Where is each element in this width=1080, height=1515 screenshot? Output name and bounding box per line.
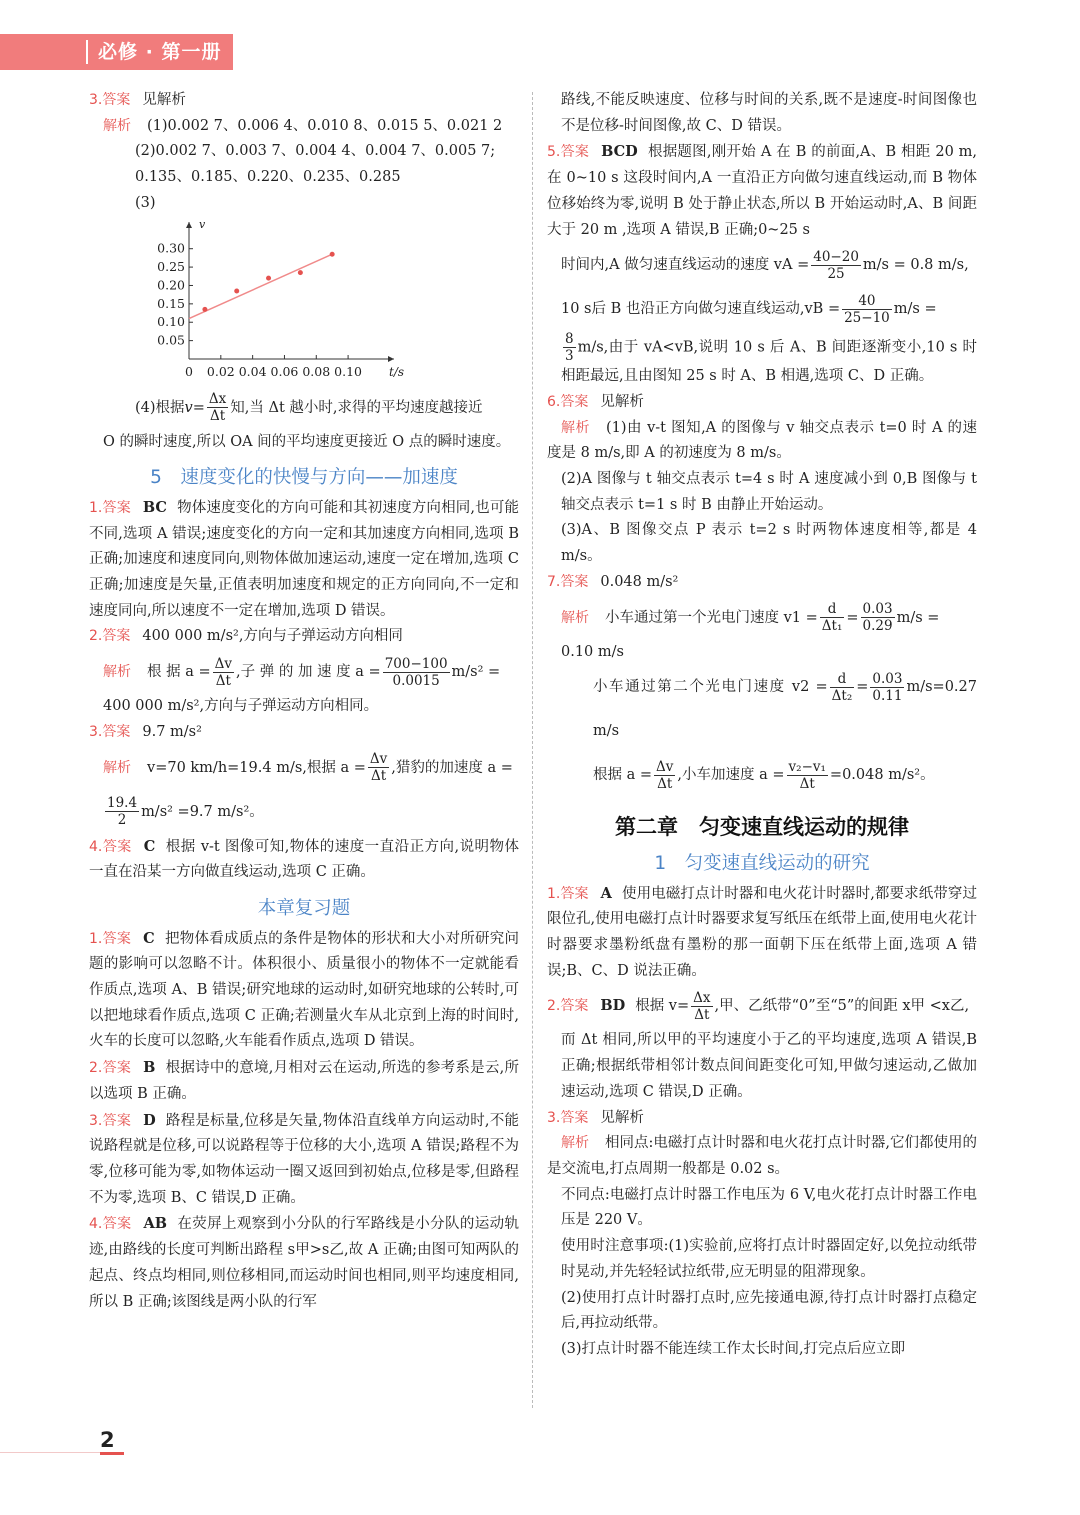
q3-jx-line1: 解析 (1)0.002 7、0.006 4、0.010 8、0.015 5、0.021 2 xyxy=(103,117,503,134)
s5-q2-end: 400 000 m/s²,方向与子弹运动方向相同。 xyxy=(103,698,379,715)
review-q1: 1.答案 C 把物体看成质点的条件是物体的形状和大小对所研究问题的影响可以忽略不计。体积很小、质量很小的物体不一定就能看作质点,选项 A、B 错误;研究地球的运动时,如研究地球的公转时,可以把地球看作质点,选项 C 正确;若测量火车从北京到上海的时间时,火车的长度可以忽略,火车能看作质点,选项 D 错误。 xyxy=(89,929,520,1050)
footer-rule xyxy=(0,1452,100,1453)
header-separator xyxy=(86,40,88,64)
review-q6-t3: (3)A、B 图像交点 P 表示 t=2 s 时两物体速度相等,都是 4 m/s。 xyxy=(561,522,977,565)
section-title-ch2-1: 1 匀变速直线运动的研究 xyxy=(654,852,870,874)
column-divider xyxy=(532,92,533,1408)
review-q7-t3: 小车通过第二个光电门速度 v2 = $\frac{d}{\text{Δt₂}}$ = $\frac{0.03}{0.11}$ m/s=0.27 m/s xyxy=(593,670,977,740)
data-point xyxy=(234,288,239,293)
data-point xyxy=(298,270,303,275)
review-q4-cont: 路线,不能反映速度、位移与时间的关系,既不是速度-时间图像也不是位移-时间图像,故 C、D 错误。 xyxy=(561,92,977,134)
review-q5-line2: 时间内,A 做匀速直线运动的速度 vA = $\frac{40-20}{25}$ m/s = 0.8 m/s, xyxy=(561,248,969,282)
x-tick-label: 0.10 xyxy=(334,363,363,379)
s5-q3-jx: 解析 v=70 km/h=19.4 m/s,根据 a = $\frac{\Delta v}{\Delta t}$ ,猎豹的加速度 a = xyxy=(103,751,513,785)
section-title-5: 5 速度变化的快慢与方向——加速度 xyxy=(150,467,458,489)
x-tick-label: 0.04 xyxy=(238,363,267,379)
ch2-q3-t4: (2)使用打点计时器打点时,应先接通电源,待打点计时器打点稳定后,再拉动纸带。 xyxy=(561,1289,977,1332)
x-tick-label: 0 xyxy=(185,363,193,379)
ch2-q3: 3.答案 见解析 xyxy=(547,1109,644,1126)
chart-svg xyxy=(129,219,429,384)
s5-q3-end: $\frac{19.4}{2}$ m/s² =9.7 m/s²。 xyxy=(107,795,264,829)
y-axis-arrow xyxy=(186,222,192,228)
q3-answer: 3.答案 见解析 xyxy=(89,92,186,108)
x-tick-label: 0.06 xyxy=(270,363,299,379)
x-axis-arrow xyxy=(388,356,394,362)
review-q6-jx: 解析 (1)由 v-t 图知,A 的图像与 v 轴交点表示 t=0 时 A 的速度是 8 m/s,即 A 的初速度为 8 m/s。 xyxy=(547,419,978,462)
right-column xyxy=(547,88,977,1363)
ch2-q1: 1.答案 A 使用电磁打点计时器和电火花计时器时,都要求纸带穿过限位孔,使用电磁打点计时器要求复写纸压在纸带上面,使用电火花计时器要求墨粉纸盘有墨粉的那一面朝下压在纸带上面,选项 A 错误;B、C、D 说法正确。 xyxy=(547,884,977,979)
review-q5: 5.答案 BCD 根据题图,刚开始 A 在 B 的前面,A、B 相距 20 m,在 0~10 s 这段时间内,A 一直沿正方向做匀速直线运动,而 B 物体位移始终为零,说明 B 处于静止状态,所以 B 开始运动时,A、B 间距大于 20 m ,选项 A 错误,B 正确;0~25 s xyxy=(547,143,977,238)
review-q2: 2.答案 B 根据诗中的意境,月相对云在运动,所选的参考系是云,所以选项 B 正确。 xyxy=(89,1059,520,1102)
y-axis-label: v xyxy=(199,218,206,231)
ch2-q3-t5: (3)打点计时器不能连续工作太长时间,打完点后应立即 xyxy=(561,1340,906,1357)
page-number: 2 xyxy=(100,1428,115,1452)
left-column xyxy=(89,88,519,1315)
s5-q4: 4.答案 C 根据 v-t 图像可知,物体的速度一直沿正方向,说明物体一直在沿某一方向做直线运动,选项 C 正确。 xyxy=(89,837,519,881)
q3-line6: O 的瞬时速度,所以 OA 间的平均速度更接近 O 点的瞬时速度。 xyxy=(103,433,511,450)
review-q7-t4: 根据 a = $\frac{\Delta v}{\Delta t}$ ,小车加速度 a = $\frac{\text{v₂−v₁}}{\Delta t}$ =0.048 m/s²。 xyxy=(593,758,935,792)
review-q7: 7.答案 0.048 m/s² xyxy=(547,573,679,590)
q3-line2: (2)0.002 7、0.003 7、0.004 4、0.004 7、0.005 7; xyxy=(135,143,496,160)
y-tick-label: 0.15 xyxy=(157,295,185,311)
header-banner xyxy=(0,34,233,70)
ch2-q2: 2.答案 BD 根据 v= $\frac{\Delta x}{\Delta t}$ ,甲、乙纸带“0”至“5”的间距 x甲 <x乙, xyxy=(547,989,970,1023)
velocity-time-chart xyxy=(129,219,519,384)
data-point xyxy=(266,275,271,280)
review-q3: 3.答案 D 路程是标量,位移是矢量,物体沿直线单方向运动时,不能说路程就是位移,可以说路程等于位移的大小,选项 A 错误;路程不为零,位移可能为零,如物体运动一圈又返回到初始点,位移是零,但路程不为零,选项 B、C 错误,D 正确。 xyxy=(89,1111,520,1206)
ch2-q3-t2: 不同点:电磁打点计时器工作电压为 6 V,电火花打点计时器工作电压是 220 V。 xyxy=(561,1186,977,1229)
ch2-q3-jx: 解析 相同点:电磁打点计时器和电火花打点计时器,它们都使用的是交流电,打点周期一般都是 0.02 s。 xyxy=(547,1135,977,1177)
chapter-title: 第二章 匀变速直线运动的规律 xyxy=(615,815,909,840)
x-tick-label: 0.08 xyxy=(302,363,331,379)
x-axis-label: t/s xyxy=(389,364,405,379)
review-q5-line3: 10 s后 B 也沿正方向做匀速直线运动,vB = $\frac{40}{25-10}$ m/s = xyxy=(561,292,937,326)
y-tick-label: 0.25 xyxy=(157,258,185,274)
y-tick-label: 0.05 xyxy=(157,332,185,348)
review-q7-jx: 解析 小车通过第一个光电门速度 v1 = $\frac{d}{\text{Δt₁}}$ = $\frac{0.03}{0.29}$ m/s = xyxy=(561,601,940,635)
q3-line5: (4)根据v= $\frac{\Delta x}{\Delta t}$ 知,当 Δt 越小时,求得的平均速度越接近 xyxy=(135,391,483,425)
y-tick-label: 0.30 xyxy=(157,240,185,256)
section-title-review: 本章复习题 xyxy=(257,897,351,919)
review-q5-line4: $\frac{8}{3}$ m/s,由于 vA<vB,说明 10 s 后 A、B 间距逐渐变小,10 s 时相距最远,且由图知 25 s 时 A、B 相遇,选项 C、D 正确。 xyxy=(561,331,977,385)
ch2-q3-t3: 使用时注意事项:(1)实验前,应将打点计时器固定好,以免拉动纸带时晃动,并先轻轻试拉纸带,应无明显的阻滞现象。 xyxy=(561,1238,977,1280)
s5-q3: 3.答案 9.7 m/s² xyxy=(89,723,202,740)
review-q7-t2: 0.10 m/s xyxy=(561,643,624,660)
data-point xyxy=(330,251,335,256)
y-tick-label: 0.10 xyxy=(157,313,185,329)
y-tick-label: 0.20 xyxy=(157,276,185,292)
q3-line4: (3) xyxy=(135,194,156,211)
x-tick-label: 0.02 xyxy=(206,363,235,379)
q3-line3: 0.135、0.185、0.220、0.235、0.285 xyxy=(135,169,401,186)
header-title: 必修 · 第一册 xyxy=(98,41,222,63)
data-point xyxy=(202,306,207,311)
fit-line xyxy=(189,254,332,318)
review-q6: 6.答案 见解析 xyxy=(547,393,644,410)
ch2-q2-text: 而 Δt 相同,所以甲的平均速度小于乙的平均速度,选项 A 错误,B 正确;根据纸带相邻计数点间间距变化可知,甲做匀速运动,乙做加速运动,选项 C 错误,D 正确。 xyxy=(561,1032,977,1100)
s5-q2: 2.答案 400 000 m/s²,方向与子弹运动方向相同 xyxy=(89,628,403,645)
s5-q2-jx: 解析 根 据 a = $\frac{\Delta v}{\Delta t}$ ,子 弹 的 加 速 度 a = $\frac{700-100}{0.0015}$ m/s² = xyxy=(103,655,501,689)
page-number-underline xyxy=(100,1452,124,1455)
review-q6-t2: (2)A 图像与 t 轴交点表示 t=4 s 时 A 速度减小到 0,B 图像与 t 轴交点表示 t=1 s 时 B 由静止开始运动。 xyxy=(561,471,977,513)
review-q4: 4.答案 AB 在荧屏上观察到小分队的行军路线是小分队的运动轨迹,由路线的长度可判断出路程 s甲>s乙,故 A 正确;由图可知两队的起点、终点均相同,则位移相同,而运动时间也相同,则平均速度相同,所以 B 正确;该图线是两小队的行军 xyxy=(89,1215,520,1310)
s5-q1: 1.答案 BC 物体速度变化的方向可能和其初速度方向相同,也可能不同,选项 A 错误;速度变化的方向一定和其加速度方向相同,选项 B 正确;加速度和速度同向,则物体做加速运动,速度一定在增加,选项 C 正确;加速度是矢量,正值表明加速度和规定的正方向同向,不一定和速度同向,所以速度不一定在增加,选项 D 错误。 xyxy=(89,498,520,619)
